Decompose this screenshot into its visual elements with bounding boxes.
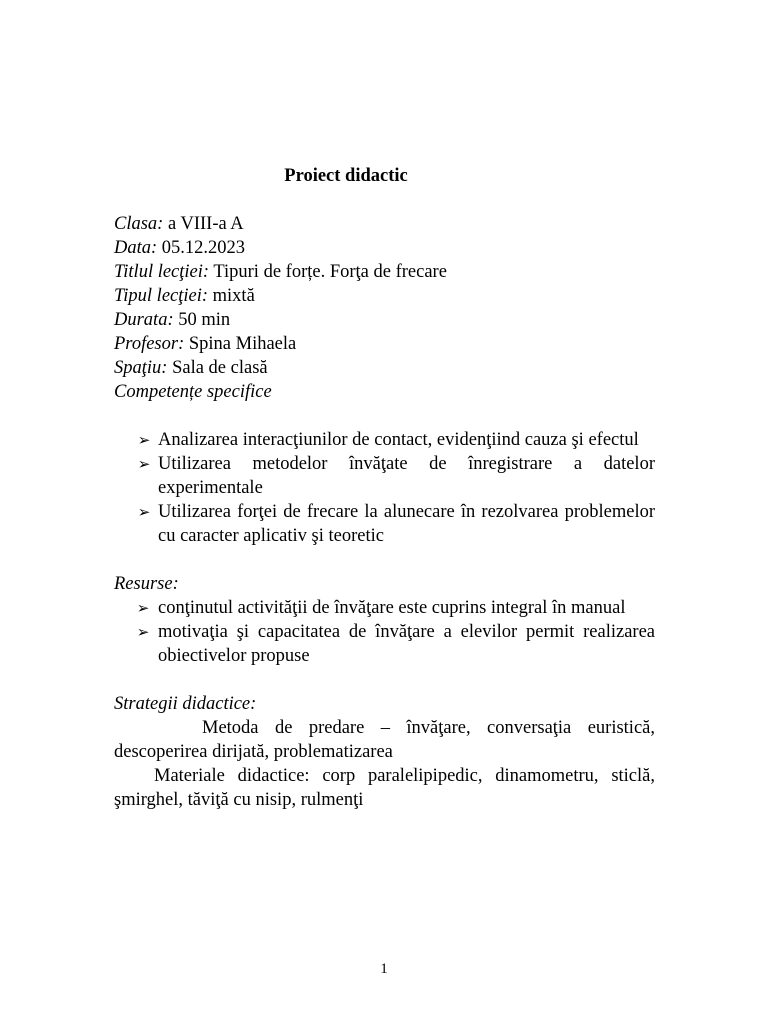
field-clasa xyxy=(114,212,655,236)
resurse-list xyxy=(114,596,655,668)
field-value: 50 min xyxy=(173,310,231,330)
spacer xyxy=(114,668,655,692)
resurse-heading xyxy=(114,572,655,596)
field-label: Data: xyxy=(114,238,158,258)
spacer xyxy=(114,404,655,428)
field-titlul-lectiei xyxy=(114,260,655,284)
field-profesor xyxy=(114,332,655,356)
list-item xyxy=(114,500,655,548)
list-item xyxy=(114,620,655,668)
arrow-bullet-icon: ➢ xyxy=(137,455,151,473)
field-value: Tipuri de forțe. Forţa de frecare xyxy=(209,262,447,282)
list-item xyxy=(114,452,655,500)
field-label: Durata: xyxy=(114,310,174,330)
field-tipul-lectiei xyxy=(114,284,655,308)
arrow-bullet-icon: ➢ xyxy=(137,503,151,521)
field-spatiu xyxy=(114,356,655,380)
field-value: mixtă xyxy=(208,286,255,306)
field-label: Profesor: xyxy=(114,334,185,354)
list-item-text: Utilizarea forţei de frecare la alunecare în rezolvarea problemelor cu caracter aplicativ şi teoretic xyxy=(158,502,655,546)
strategii-heading xyxy=(114,692,655,716)
list-item xyxy=(114,596,655,620)
metoda-paragraph: Metoda de predare – învăţare, conversaţia euristică, descoperirea dirijată, problematizarea xyxy=(114,718,655,762)
field-value: Sala de clasă xyxy=(167,358,268,378)
field-label: Clasa: xyxy=(114,214,164,234)
arrow-bullet-icon: ➢ xyxy=(136,623,150,641)
arrow-bullet-icon: ➢ xyxy=(136,599,150,617)
competente-heading xyxy=(114,380,655,404)
field-value: Spina Mihaela xyxy=(184,334,297,354)
section-label: Resurse: xyxy=(114,574,179,594)
list-item-text: Analizarea interacţiunilor de contact, evidenţiind cauza şi efectul xyxy=(158,430,639,450)
list-item-text: motivaţia şi capacitatea de învăţare a elevilor permit realizarea obiectivelor propuse xyxy=(158,622,655,666)
field-durata xyxy=(114,308,655,332)
spacer xyxy=(114,548,655,572)
materiale-paragraph: Materiale didactice: corp paralelipipedic, dinamometru, sticlă, şmirghel, tăviţă cu nisip, rulmenţi xyxy=(114,766,655,810)
section-label: Competențe specifice xyxy=(114,382,272,402)
field-value: a VIII-a A xyxy=(163,214,244,234)
document-body xyxy=(114,212,655,812)
field-value: 05.12.2023 xyxy=(157,238,246,258)
page-number: 1 xyxy=(380,961,388,977)
field-label: Tipul lecţiei: xyxy=(114,286,209,306)
list-item-text: conţinutul activităţii de învăţare este cuprins integral în manual xyxy=(158,598,626,618)
field-data xyxy=(114,236,655,260)
arrow-bullet-icon: ➢ xyxy=(137,431,151,449)
competente-list xyxy=(114,428,655,548)
section-label: Strategii didactice: xyxy=(114,694,257,714)
list-item-text: Utilizarea metodelor învăţate de înregistrare a datelor experimentale xyxy=(158,454,655,498)
field-label: Spaţiu: xyxy=(114,358,168,378)
list-item xyxy=(114,428,655,452)
page-title: Proiect didactic xyxy=(284,166,408,186)
field-label: Titlul lecţiei: xyxy=(114,262,210,282)
